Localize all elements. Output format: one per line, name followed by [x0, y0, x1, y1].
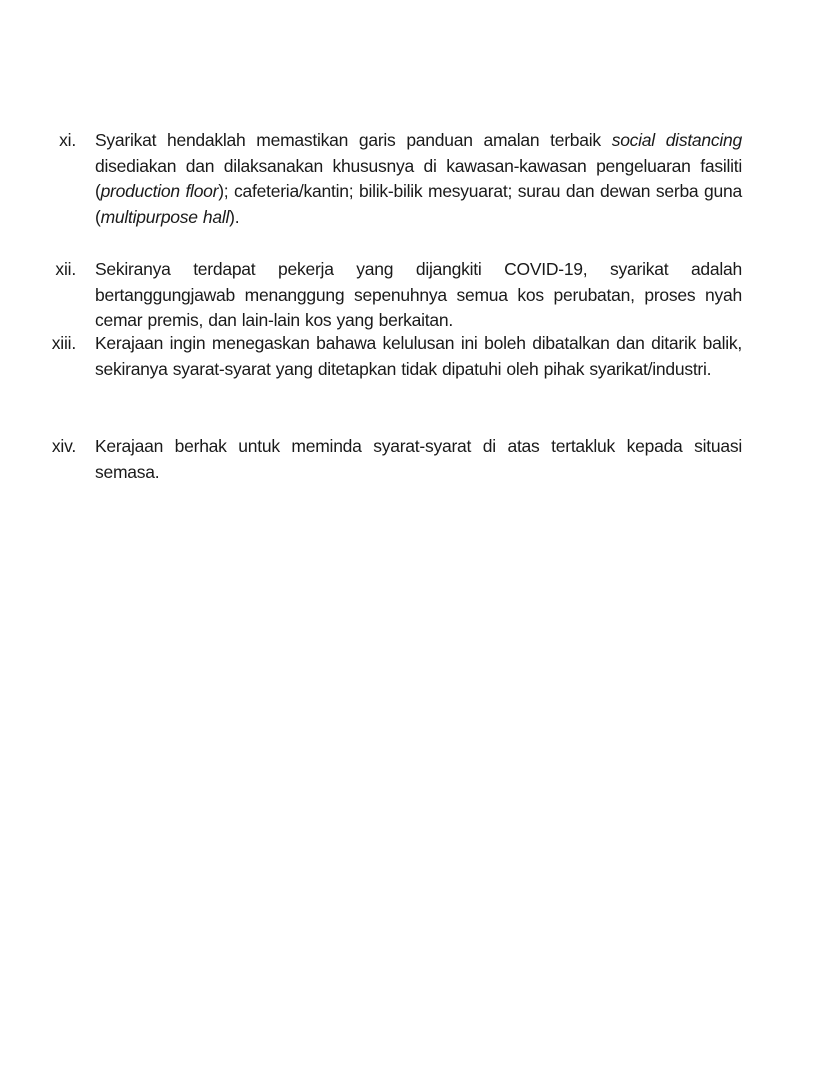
item-text: Sekiranya terdapat pekerja yang dijangkiti COVID-19, syarikat adalah bertanggungjawab menanggung sepenuhnya semua kos perubatan, proses nyah cemar premis, dan lain-lain kos yang berkaitan. [95, 259, 742, 330]
item-text: Kerajaan berhak untuk meminda syarat-syarat di atas tertakluk kepada situasi semasa. [95, 436, 742, 482]
italic-term-social-distancing: social distancing [611, 130, 742, 150]
item-text-segment: disediakan dan dilaksanakan khususnya di kawasan-kawasan pengeluaran fasiliti ( [95, 155, 742, 201]
item-number: xi. [59, 130, 76, 150]
item-number: xiv. [51, 436, 76, 456]
item-number: xii. [55, 259, 76, 279]
item-number: xiii. [51, 333, 76, 353]
item-text [95, 128, 742, 230]
item-text-segment: ). [229, 206, 240, 227]
item-text-segment: ); cafeteria/kantin; bilik-bilik mesyuarat; surau dan dewan serba guna ( [95, 181, 742, 227]
italic-term-multipurpose-hall: multipurpose hall [100, 206, 230, 227]
italic-term-production-floor: production floor [100, 181, 219, 201]
item-text-segment: Syarikat hendaklah memastikan garis panduan amalan terbaik [95, 130, 612, 150]
item-text: Kerajaan ingin menegaskan bahawa kelulusan ini boleh dibatalkan dan ditarik balik, sekiranya syarat-syarat yang ditetapkan tidak dipatuhi oleh pihak syarikat/industri. [95, 333, 742, 379]
